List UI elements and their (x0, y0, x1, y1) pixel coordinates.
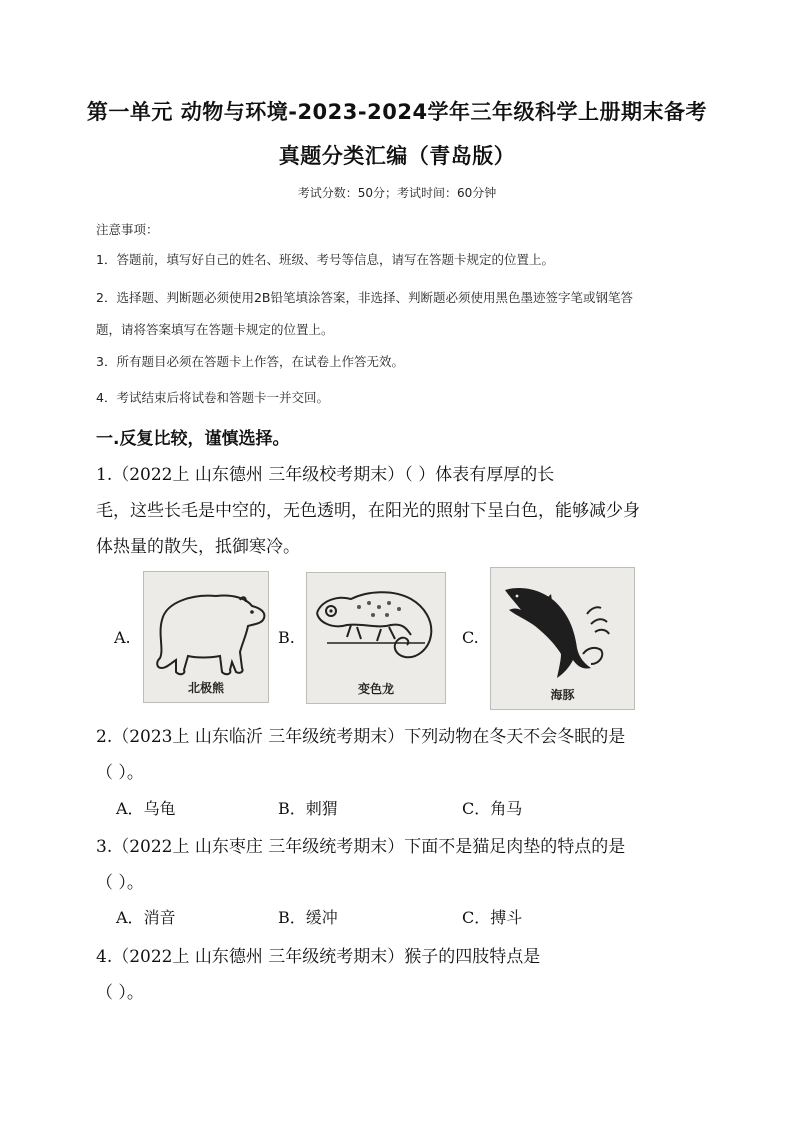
question-2-line: 2.（2023上 山东临沂 三年级统考期末）下列动物在冬天不会冬眠的是 (96, 727, 626, 747)
page-subtitle: 真题分类汇编（青岛版） (278, 144, 516, 168)
question-2-option-a: A．乌龟 (116, 799, 176, 818)
page-title: 第一单元 动物与环境-2023-2024学年三年级科学上册期末备考 (86, 100, 708, 124)
chameleon-image (306, 572, 446, 704)
question-1-line: 1.（2022上 山东德州 三年级校考期末）（ ）体表有厚厚的长 (96, 465, 555, 485)
question-4-line: （ ）。 (96, 983, 144, 1003)
question-3-line: 3.（2022上 山东枣庄 三年级统考期末）下面不是猫足肉垫的特点的是 (96, 837, 626, 857)
option-b-label: B. (278, 628, 295, 647)
exam-info: 考试分数：50分；考试时间：60分钟 (297, 186, 497, 200)
question-2-line: （ ）。 (96, 763, 144, 783)
question-3-option-c: C．搏斗 (462, 908, 523, 927)
question-3-line: （ ）。 (96, 873, 144, 893)
question-1-line: 体热量的散失，抵御寒冷。 (96, 537, 300, 557)
dolphin-image (490, 567, 635, 710)
note-item: 1．答题前，填写好自己的姓名、班级、考号等信息，请写在答题卡规定的位置上。 (96, 252, 554, 267)
question-2-option-b: B．刺猬 (278, 799, 338, 818)
polar-bear-image (143, 571, 269, 703)
question-3-option-a: A．消音 (116, 908, 176, 927)
note-item: 3．所有题目必须在答题卡上作答，在试卷上作答无效。 (96, 354, 404, 369)
note-item: 题，请将答案填写在答题卡规定的位置上。 (96, 322, 334, 337)
notes-heading: 注意事项： (96, 222, 159, 237)
option-a-label: A. (114, 628, 131, 647)
option-a-caption: 北极熊 (187, 681, 224, 695)
option-c-caption: 海豚 (550, 688, 575, 702)
option-c-label: C. (462, 628, 479, 647)
note-item: 2．选择题、判断题必须使用2B铅笔填涂答案，非选择、判断题必须使用黑色墨迹签字笔或钢笔答 (96, 290, 633, 305)
question-3-option-b: B．缓冲 (278, 908, 338, 927)
section-title: 一.反复比较，谨慎选择。 (96, 429, 290, 449)
question-1-line: 毛，这些长毛是中空的，无色透明，在阳光的照射下呈白色，能够减少身 (96, 501, 640, 521)
note-item: 4．考试结束后将试卷和答题卡一并交回。 (96, 390, 329, 405)
question-2-option-c: C．角马 (462, 799, 523, 818)
question-4-line: 4.（2022上 山东德州 三年级统考期末）猴子的四肢特点是 (96, 947, 541, 967)
option-b-caption: 变色龙 (357, 682, 394, 696)
